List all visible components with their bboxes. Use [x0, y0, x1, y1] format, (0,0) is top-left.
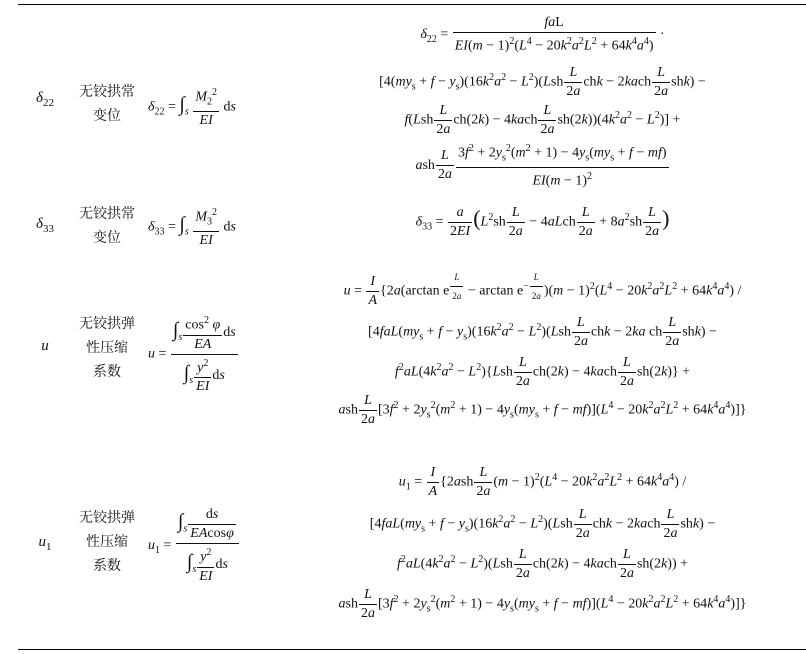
- name-u: [72, 312, 142, 384]
- formula-u1: $u_1$ = $\frac{I}{A}$ {2ash $\frac{L}{2a}$ $(m - 1)^2(L^4 - 20k^2a^2L^2 + 64k^4a^4)$ / [$4faL(my_s + f - y_s)(16k^2a^2 - L^2)(Lsh$ $\frac{L}{2a}$ chk − 2kach $\frac{L}{2a}$ shk) − $f^2aL(4k^2a^2 - L^2)(Lsh$ $\frac{L}{2a}$ ch(2k) − 4kach $\frac{L}{2a}$ sh(2k)) + ash $\frac{L}{2a}$ $[3f^2 + 2y_s^2(m^2 + 1) - 4y_s(my_s + f - mf)](L^4 - 20k^2a^2L^2 + 64k^4a^4)$]}: [338, 465, 747, 621]
- table-row-u1: [0, 462, 806, 622]
- name-line2: 性压缩: [86, 534, 128, 550]
- name-line1: 无铰拱常: [79, 84, 135, 100]
- name-delta22: [72, 80, 142, 128]
- table-row-delta33: [0, 198, 806, 256]
- definition-u1: $u_1$ = $\int_s$ $\frac{ds}{EAcos\varphi}$ $\int_s$ $\frac{y^2}{EI}$ ds: [148, 506, 298, 586]
- definition-u: u = $\int_s$ $\frac{\cos^2 \varphi}{EA}$ ds $\int_s$ $\frac{y^2}{EI}$ ds: [148, 312, 298, 396]
- name-line3: 系数: [93, 558, 121, 574]
- formula-u: u = $\frac{I}{A}$ {2a(arctan e $^{\frac{L}{2a}}$ − $\arctan e^{- \frac{L}{2a}}$ )$(m - 1)^2(L^4 - 20k^2a^2L^2 + 64k^4a^4)$ / [$4faL(my_s + f - y_s)(16k^2a^2 - L^2)(Lsh$ $\frac{L}{2a}$ chk − 2ka ch $\frac{L}{2a}$ shk) − $f^2aL(4k^2a^2 - L^2)\{Lsh$ $\frac{L}{2a}$ ch(2k) − 4kach $\frac{L}{2a}$ sh(2k)} + ash $\frac{L}{2a}$ $[3f^2 + 2y_s^2(m^2 + 1) - 4y_s(my_s + f - mf)](L^4 - 20k^2a^2L^2 + 64k^4a^4)$]}: [285, 266, 800, 426]
- symbol-delta22: $\delta_{22}$: [36, 90, 54, 109]
- symbol-u1: $u_1$: [38, 534, 52, 553]
- name-line1: 无铰拱常: [79, 206, 135, 222]
- name-delta33: [72, 202, 142, 250]
- table-row-u: [0, 266, 806, 426]
- definition-delta22: $\delta_{22} = \int_s$ $\frac{M_2^2}{EI}$ ds: [148, 84, 298, 130]
- symbol-delta33: $\delta_{33}$: [36, 216, 54, 235]
- formula-delta22: $\delta_{22}$ = $\frac{\text{faL}}{EI(m - 1)^2(L^4 - 20k^2a^2L^2 + 64k^4a^4)}$ · [$4(my_s + f - y_s)(16k^2a^2 - L^2)(Lsh$ $\frac{L}{2a}$ chk − 2kach $\frac{L}{2a}$ shk) − f(Lsh $\frac{L}{2a}$ ch(2k) − 4kach $\frac{L}{2a}$ $sh(2k))(4k^2a^2 - L^2)$] + ash $\frac{L}{2a}$ $\frac{3f^2 + 2y_s^2(m^2 + 1) - 4y_s(my_s + f - mf)}{EI(m - 1)^2}$: [379, 15, 706, 190]
- name-line2: 变位: [93, 230, 121, 246]
- name-u1: [72, 506, 142, 578]
- table-bottom-rule: [18, 649, 806, 650]
- table-row-delta22: [0, 8, 806, 190]
- name-line2: 性压缩: [86, 340, 128, 356]
- symbol-u: u: [41, 338, 49, 354]
- name-line2: 变位: [93, 108, 121, 124]
- definition-delta33: $\delta_{33} = \int_s$ $\frac{M_3^2}{EI}$ ds: [148, 204, 298, 250]
- formula-delta33: $\delta_{33}$ = $\frac{a}{2EI}$ ($L^2sh$ $\frac{L}{2a}$ − 4aLch $\frac{L}{2a}$ + $8a^2sh$ $\frac{L}{2a}$ ): [415, 205, 670, 239]
- name-line1: 无铰拱弹: [79, 316, 135, 332]
- name-line1: 无铰拱弹: [79, 510, 135, 526]
- name-line3: 系数: [93, 364, 121, 380]
- table-top-rule: [18, 4, 806, 5]
